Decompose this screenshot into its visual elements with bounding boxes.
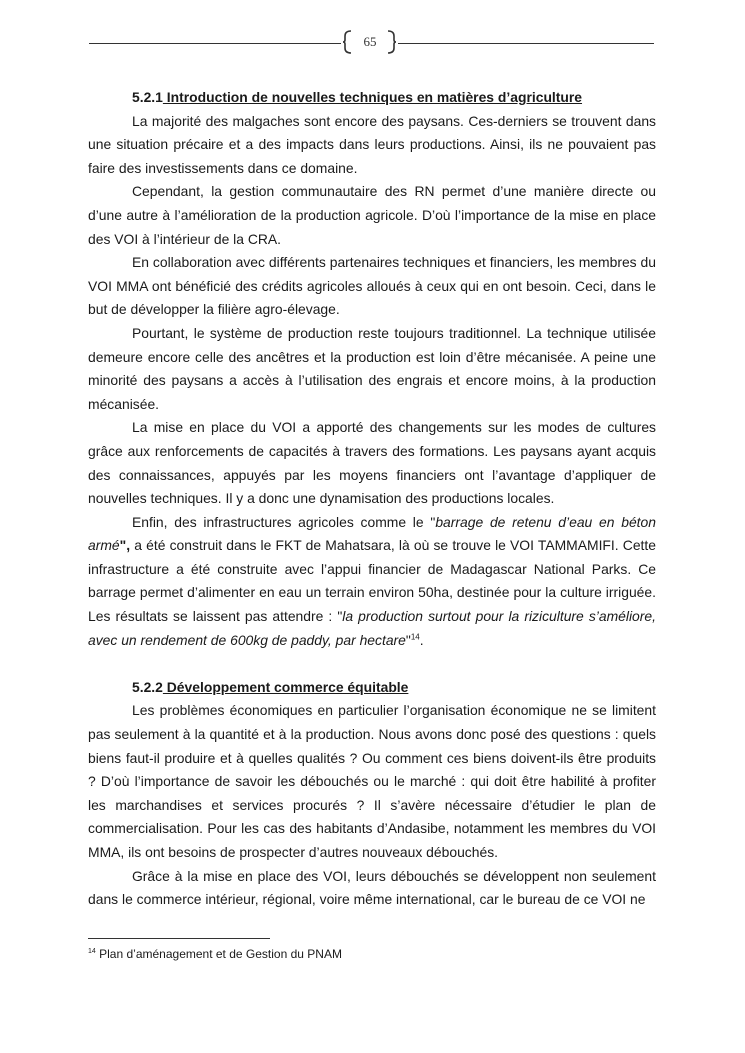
paragraph: La mise en place du VOI a apporté des changements sur les modes de cultures grâce aux renforcements de capacités à travers des formations. Les paysans ayant acquis des connaissances, appuyés par les moyens financiers ont l’avantage d’appliquer de nouvelles techniques. Il y a donc une dynamisation des productions locales. — [88, 419, 656, 507]
section-title: Introduction de nouvelles techniques en matières d’agriculture — [162, 89, 583, 105]
text-run: . — [419, 631, 424, 648]
paragraph: En collaboration avec différents partenaires techniques et financiers, les membres du VOI MMA ont bénéficié des crédits agricoles alloués à ceux qui en ont besoin. Ceci, dans le but de développer la filière agro-élevage. — [88, 254, 656, 318]
footnote — [88, 946, 342, 962]
paragraph: Pourtant, le système de production reste toujours traditionnel. La technique utilisée demeure encore celle des ancêtres et la production est loin d’être mécanisée. A peine une minorité des paysans a accès à l’utilisation des engrais et encore moins, à la production mécanisée. — [88, 324, 656, 412]
page-header — [0, 30, 745, 60]
italic-quote: la production surtout pour la riziculture s’améliore, avec un rendement de 600kg de paddy, par hectare — [88, 608, 656, 648]
footnote-separator — [88, 938, 270, 939]
paragraph: Grâce à la mise en place des VOI, leurs débouchés se développent non seulement dans le commerce intérieur, régional, voire même international, car le bureau de ce VOI ne — [88, 867, 656, 908]
paragraph — [88, 511, 656, 653]
header-rule-left — [89, 43, 341, 44]
page-number: 65 — [363, 34, 377, 49]
section-number: 5.2.2 — [132, 678, 163, 695]
text-run: " — [405, 631, 411, 648]
footnote-text: Plan d’aménagement et de Gestion du PNAM — [95, 947, 342, 961]
paragraph: Cependant, la gestion communautaire des RN permet d’une manière directe ou d’une autre à l’amélioration de la production agricole. D’où l’importance de la mise en place des VOI à l’intérieur de la CRA. — [88, 183, 656, 247]
bold-punctuation: ", — [119, 537, 131, 554]
footnote-reference[interactable]: 14 — [410, 632, 420, 642]
section-heading-521 — [132, 86, 656, 110]
left-brace-icon — [342, 30, 352, 54]
section-heading-522 — [132, 676, 656, 700]
text-run: Enfin, des infrastructures agricoles comme le " — [132, 513, 436, 530]
italic-phrase: barrage de retenu d’eau en béton armé — [88, 513, 656, 554]
footnote-number: 14 — [88, 948, 96, 955]
header-rule-right — [398, 43, 654, 44]
right-brace-icon — [387, 30, 397, 54]
paragraph: La majorité des malgaches sont encore des paysans. Ces-derniers se trouvent dans une situation précaire et a des impacts dans leurs productions. Ainsi, ils ne pouvaient pas faire des investissements dans ce domaine. — [88, 112, 656, 176]
paragraph: Les problèmes économiques en particulier l’organisation économique ne se limitent pas seulement à la quantité et à la production. Nous avons donc posé des questions : quels biens faut-il produire et à quelles qualités ? Ou comment ces biens doivent-ils être produits ? D’où l’importance de savoir les débouchés ou le marché : qui doit être habilité à profiter les marchandises et services procurés ? Il s’avère nécessaire d’étudier le plan de commercialisation. Pour les cas des habitants d’Andasibe, notamment les membres du VOI MMA, ils ont besoins de prospecter d’autres nouveaux débouchés. — [88, 702, 656, 860]
page-body — [88, 86, 656, 912]
section-title: Développement commerce équitable — [162, 678, 409, 695]
text-run: a été construit dans le FKT de Mahatsara, là où se trouve le VOI TAMMAMIFI. Cette infrastructure a été construite avec l’appui financier de Madagascar National Parks. Ce barrage permet d’alimenter en eau un terrain environ 50ha, destinée pour la culture irriguée. Les résultats se laissent pas attendre : " — [88, 537, 656, 625]
section-number: 5.2.1 — [132, 89, 163, 105]
section-gap — [88, 652, 656, 676]
